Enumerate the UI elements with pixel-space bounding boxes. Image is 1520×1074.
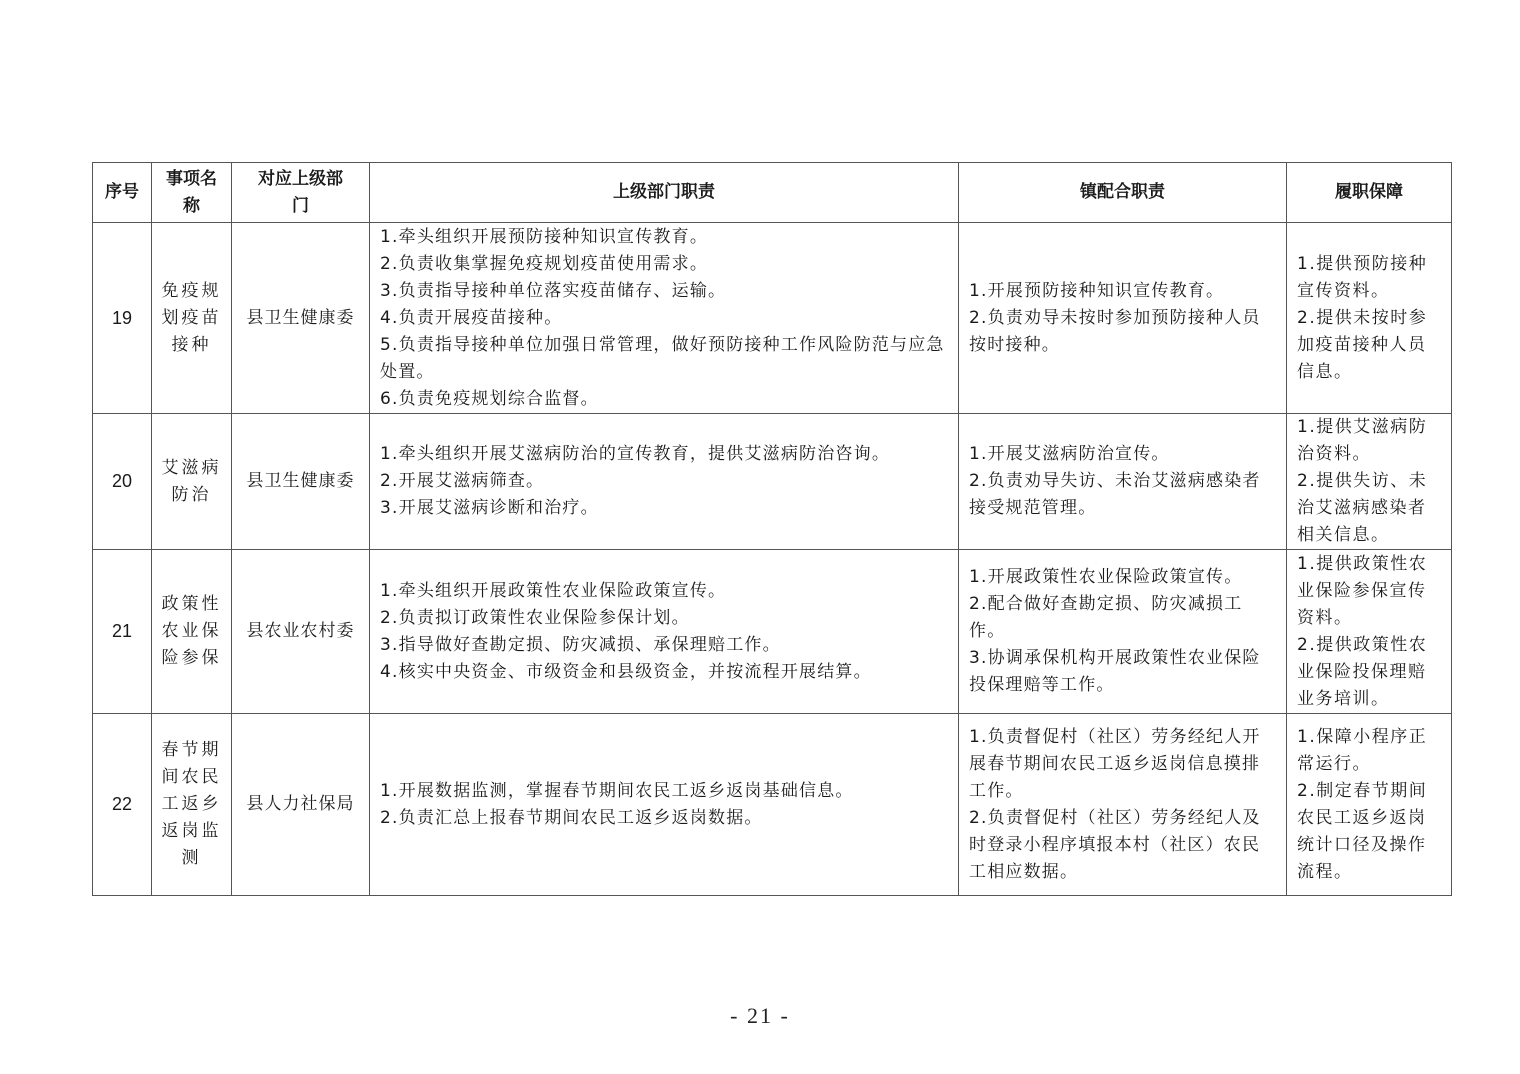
table-row — [93, 550, 1452, 714]
guarantee-line: 2.制定春节期间农民工返乡返岗统计口径及操作流程。 — [1297, 780, 1428, 882]
town-duties — [959, 714, 1287, 896]
guarantee — [1287, 714, 1452, 896]
duty-line: 6.负责免疫规划综合监督。 — [380, 388, 599, 409]
duty-line: 3.负责指导接种单位落实疫苗储存、运输。 — [380, 280, 727, 301]
duty-line: 1.开展数据监测，掌握春节期间农民工返乡返岗基础信息。 — [380, 780, 854, 801]
upper-duties — [370, 414, 959, 550]
header-town-duties: 镇配合职责 — [959, 163, 1287, 223]
guarantee-line: 2.提供失访、未治艾滋病感染者相关信息。 — [1297, 471, 1428, 545]
upper-dept: 县卫生健康委 — [232, 223, 370, 414]
duty-line: 1.牵头组织开展艾滋病防治的宣传教育，提供艾滋病防治咨询。 — [380, 444, 891, 464]
row-number: 20 — [93, 414, 152, 550]
table-row — [93, 223, 1452, 414]
duty-line: 1.负责督促村（社区）劳务经纪人开展春节期间农民工返乡返岗信息摸排工作。 — [969, 726, 1261, 801]
town-duties — [959, 223, 1287, 414]
table-row — [93, 414, 1452, 550]
duty-line: 3.开展艾滋病诊断和治疗。 — [380, 498, 599, 518]
guarantee-line: 1.提供政策性农业保险参保宣传资料。 — [1297, 553, 1428, 628]
duty-line: 2.负责汇总上报春节期间农民工返乡返岗数据。 — [380, 807, 763, 828]
header-upper-dept: 对应上级部门 — [232, 163, 370, 223]
duty-line: 5.负责指导接种单位加强日常管理，做好预防接种工作风险防范与应急处置。 — [380, 334, 945, 382]
upper-dept: 县人力社保局 — [232, 714, 370, 896]
header-guarantee: 履职保障 — [1287, 163, 1452, 223]
table-header-row — [93, 163, 1452, 223]
guarantee — [1287, 414, 1452, 550]
duty-line: 3.指导做好查勘定损、防灾减损、承保理赔工作。 — [380, 634, 781, 655]
duty-line: 2.负责拟订政策性农业保险参保计划。 — [380, 607, 690, 628]
duty-line: 2.负责督促村（社区）劳务经纪人及时登录小程序填报本村（社区）农民工相应数据。 — [969, 807, 1261, 882]
duty-line: 2.负责劝导未按时参加预防接种人员按时接种。 — [969, 307, 1261, 355]
duty-line: 4.负责开展疫苗接种。 — [380, 307, 563, 328]
table-row — [93, 714, 1452, 896]
upper-dept: 县农业农村委 — [232, 550, 370, 714]
duty-line: 4.核实中央资金、市级资金和县级资金，并按流程开展结算。 — [380, 661, 872, 682]
duty-line: 1.开展艾滋病防治宣传。 — [969, 444, 1170, 464]
item-name: 免疫规划疫苗接种 — [152, 223, 232, 414]
town-duties — [959, 414, 1287, 550]
duty-line: 1.牵头组织开展预防接种知识宣传教育。 — [380, 226, 709, 247]
duty-line: 1.牵头组织开展政策性农业保险政策宣传。 — [380, 580, 727, 601]
item-name: 艾滋病防治 — [152, 414, 232, 550]
duty-line: 2.负责劝导失访、未治艾滋病感染者接受规范管理。 — [969, 471, 1261, 518]
row-number: 19 — [93, 223, 152, 414]
guarantee-line: 1.提供预防接种宣传资料。 — [1297, 253, 1428, 301]
duty-line: 2.配合做好查勘定损、防灾减损工作。 — [969, 594, 1243, 641]
row-number: 21 — [93, 550, 152, 714]
guarantee-line: 2.提供政策性农业保险投保理赔业务培训。 — [1297, 634, 1428, 709]
duty-line: 2.开展艾滋病筛查。 — [380, 471, 545, 491]
upper-duties — [370, 550, 959, 714]
duty-line: 3.协调承保机构开展政策性农业保险投保理赔等工作。 — [969, 648, 1261, 695]
duty-line: 1.开展预防接种知识宣传教育。 — [969, 280, 1225, 301]
header-item-name: 事项名称 — [152, 163, 232, 223]
upper-duties — [370, 223, 959, 414]
header-upper-duties: 上级部门职责 — [370, 163, 959, 223]
upper-dept: 县卫生健康委 — [232, 414, 370, 550]
guarantee-line: 2.提供未按时参加疫苗接种人员信息。 — [1297, 307, 1428, 382]
row-number: 22 — [93, 714, 152, 896]
guarantee — [1287, 223, 1452, 414]
guarantee — [1287, 550, 1452, 714]
duty-line: 1.开展政策性农业保险政策宣传。 — [969, 567, 1243, 587]
duty-line: 2.负责收集掌握免疫规划疫苗使用需求。 — [380, 253, 709, 274]
header-no: 序号 — [93, 163, 152, 223]
upper-duties — [370, 714, 959, 896]
town-duties — [959, 550, 1287, 714]
item-name: 春节期间农民工返乡返岗监测 — [152, 714, 232, 896]
guarantee-line: 1.提供艾滋病防治资料。 — [1297, 417, 1428, 464]
item-name: 政策性农业保险参保 — [152, 550, 232, 714]
guarantee-line: 1.保障小程序正常运行。 — [1297, 726, 1428, 774]
duty-table — [92, 162, 1452, 896]
page-number: - 21 - — [730, 1003, 790, 1028]
